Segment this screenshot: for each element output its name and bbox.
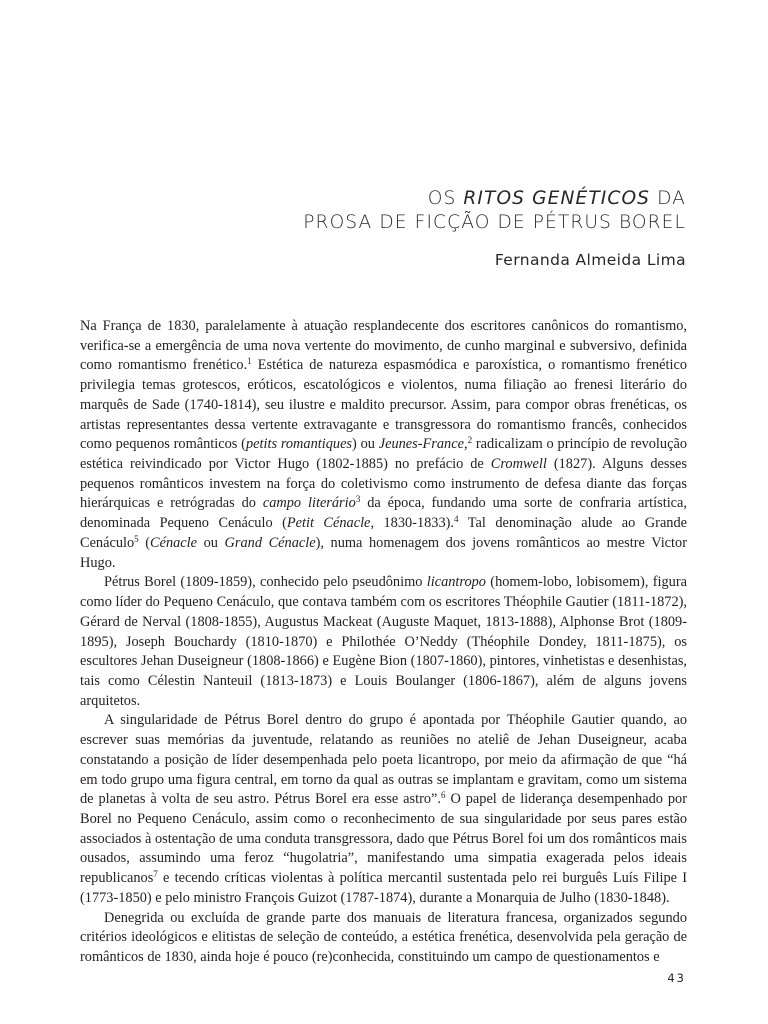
paragraph-1 <box>80 317 687 573</box>
text-run: ou <box>197 534 225 551</box>
text-run: ), numa homenagem dos jovens românticos ao mestre Victor Hugo. <box>80 534 687 571</box>
italic-term: Cénacle <box>150 534 198 551</box>
text-run: , <box>463 436 468 453</box>
text-run: ) ou <box>352 436 379 453</box>
author-name: Fernanda Almeida Lima <box>494 251 686 269</box>
footnote-marker: 5 <box>134 533 139 544</box>
text-run: , 1830-1833). <box>370 515 455 532</box>
text-run: e tecendo críticas violentas à política mercantil sustentada pelo rei burguês Luís Filipe I (1773-1850) e pelo ministro François Guizot (1787-1874), durante a Monarquia de Julho (1830-1848). <box>80 870 687 906</box>
footnote-marker: 7 <box>153 869 158 880</box>
text-run: O papel de liderança desempenhado por Borel no Pequeno Cenáculo, assim como o reconhecimento de sua singularidade por seus pares estão associados à ostentação de uma conduta transgressora, dado que Pétrus Borel foi um dos românticos mais ousados, assumindo uma feroz “hugolatria”, manifestando uma simpatia exagerada pelos ideais republicanos <box>80 791 687 887</box>
text-run: A singularidade de Pétrus Borel dentro do grupo é apontada por Théophile Gautier quando, ao escrever suas memórias da juventude, relatando as reuniões no ateliê de Jehan Duseigneur, acaba constatando a posição de líder desempenhada pelo poeta licantropo, por meio da afirmação de que “há em todo grupo uma figura central, em torno da qual as outras se implantam e gravitam, como um sistema de planetas à volta de seu astro. Pétrus Borel era esse astro”. <box>80 712 687 808</box>
italic-term: petits romantiques <box>245 436 353 453</box>
text-run: Na França de 1830, paralelamente à atuação resplandecente dos escritores canônicos do romantismo, verifica-se a emergência de uma nova vertente do movimento, de cunho marginal e subversivo, definida como romantismo frenético. <box>80 318 687 374</box>
text-run: radicalizam o princípio de revolução estética reivindicado por Victor Hugo (1802-1885) no prefácio de <box>80 436 687 473</box>
title-suffix: DA <box>650 188 686 209</box>
footnote-marker: 1 <box>247 356 252 367</box>
title-line-2: PROSA DE FICÇÃO DE PÉTRUS BOREL <box>303 212 686 233</box>
title-line-1 <box>303 187 686 211</box>
italic-term: Petit Cénacle <box>286 515 371 532</box>
italic-term: Cromwell <box>490 456 547 473</box>
text-run: Estética de natureza espasmódica e paroxística, o romantismo frenético privilegia temas grotescos, eróticos, escatológicos e violentos, numa filiação ao frenesi literário do marquês de Sade (1740-1814), seu ilustre e maldito precursor. Assim, para compor obras frenéticas, os artistas representantes dessa vertente extravagante e transgressora do romantismo francês, conhecidos como pequenos românticos ( <box>80 357 687 453</box>
italic-term: Grand Cénacle <box>224 534 316 551</box>
footnote-marker: 4 <box>454 514 459 525</box>
title-prefix: OS <box>427 188 464 209</box>
text-run: (1827). Alguns desses pequenos românticos investem na força do coletivismo como instrumento de defesa diante das forças hierárquicas e retrógradas do <box>80 456 687 512</box>
article-body <box>80 317 687 968</box>
paragraph-2 <box>80 573 687 711</box>
paragraph-3 <box>80 711 687 908</box>
title-italic: RITOS GENÉTICOS <box>463 188 651 209</box>
footnote-marker: 2 <box>467 435 473 446</box>
italic-term: campo literário <box>262 495 356 512</box>
text-run: da época, fundando uma sorte de confraria artística, denominada Pequeno Cenáculo ( <box>80 495 687 532</box>
text-run: Tal denominação alude ao Grande Cenáculo <box>80 515 688 551</box>
text-run: (homem-lobo, lobisomem), figura como líder do Pequeno Cenáculo, que contava também com os escritores Théophile Gautier (1811-1872), Gérard de Nerval (1808-1855), Augustus Mackeat (Auguste Maquet, 1813-1888), Alphonse Brot (1809-1895), Joseph Bouchardy (1810-1870) e Philothée O’Neddy (Théophile Dondey, 1811-1875), os escultores Jehan Duseigneur (1808-1866) e Eugène Bion (1807-1860), pintores, vinhetistas e desenhistas, tais como Célestin Nanteuil (1813-1873) e Louis Boulanger (1806-1867), além de alguns jovens arquitetos. <box>80 574 687 709</box>
italic-term: licantropo <box>426 574 486 591</box>
paragraph-4 <box>80 909 687 968</box>
article-title <box>303 187 686 235</box>
page-number: 43 <box>667 971 686 985</box>
text-run: Pétrus Borel (1809-1859), conhecido pelo pseudônimo <box>104 574 427 591</box>
footnote-marker: 6 <box>441 790 446 801</box>
footnote-marker: 3 <box>355 494 361 505</box>
text-run: ( <box>138 534 151 551</box>
italic-term: Jeunes-France <box>378 436 464 453</box>
text-run: Denegrida ou excluída de grande parte dos manuais de literatura francesa, organizados segundo critérios ideológicos e elitistas de seleção de conteúdo, a estética frenética, desenvolvida pela geração de românticos de 1830, ainda hoje é pouco (re)conhecida, constituindo um campo de questionamentos e <box>80 909 687 965</box>
